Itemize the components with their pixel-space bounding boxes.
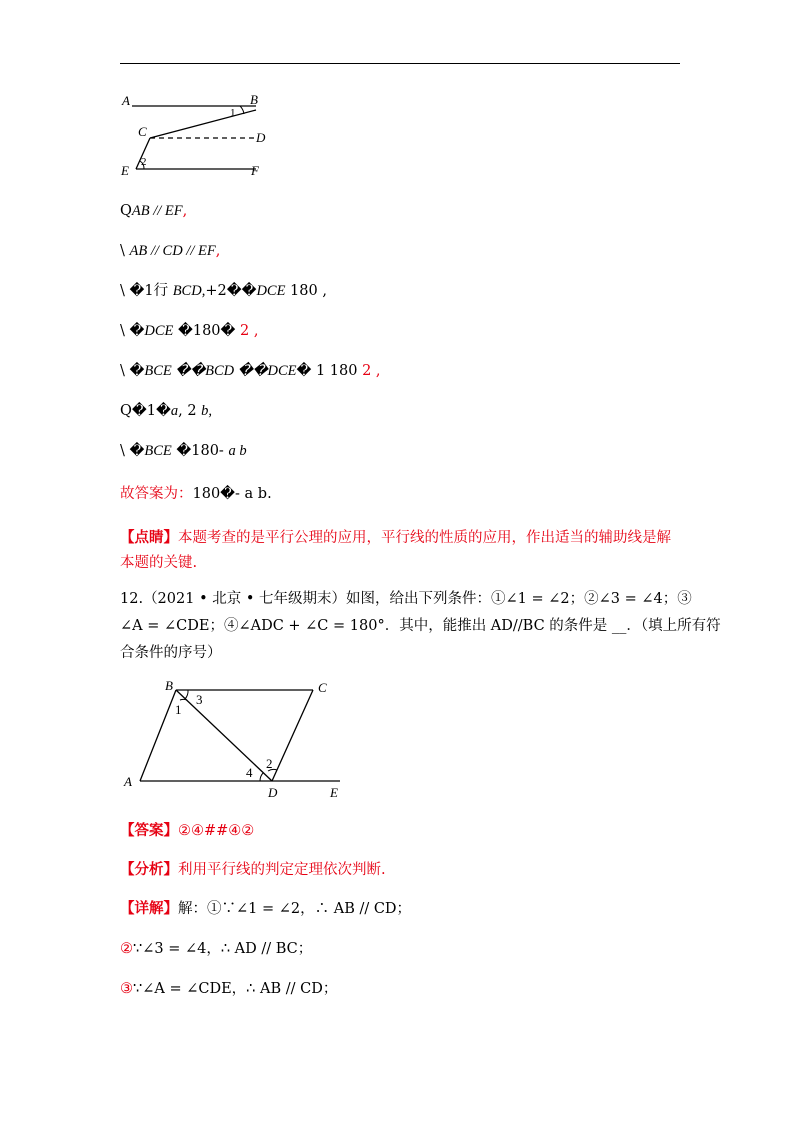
detail-step-2: ∵∠3 = ∠4，∴ AD // BC； xyxy=(133,941,313,957)
question-instruction: 合条件的序号） xyxy=(120,645,222,661)
label-angle-1: 1 xyxy=(175,702,182,717)
solution-line-2 xyxy=(120,241,220,261)
solution-4-tail: 2 , xyxy=(240,323,259,339)
figure-parallelogram-abcd xyxy=(118,678,358,803)
analysis-line xyxy=(120,860,386,880)
detail-step-3: ∵∠A = ∠CDE，∴ AB // CD； xyxy=(133,981,338,997)
label-e: E xyxy=(121,163,129,178)
detail-step-1: 解：①∵∠1 = ∠2，∴ AB // CD； xyxy=(178,901,412,917)
solution-4-prefix: \ � xyxy=(120,323,145,339)
solution-5-prefix: \ � xyxy=(120,363,145,379)
label-b: B xyxy=(250,92,258,107)
detail-line-2 xyxy=(120,939,312,959)
label-c: C xyxy=(318,680,327,695)
analysis-tag: 【分析】 xyxy=(120,861,178,878)
solution-3-middle: +2�� xyxy=(205,283,257,299)
segment-bc xyxy=(150,110,256,138)
label-angle-2: 2 xyxy=(141,156,147,168)
label-angle-4: 4 xyxy=(246,765,253,780)
solution-2-comma: , xyxy=(215,243,221,259)
label-angle-3: 3 xyxy=(196,692,203,707)
answer-line xyxy=(120,821,254,841)
header-rule xyxy=(120,63,680,64)
answer-summary-line xyxy=(120,484,272,504)
figure-parallel-lines-abcdef xyxy=(118,92,278,182)
solution-4-middle: �180� xyxy=(173,323,241,339)
solution-2-prefix: \ xyxy=(120,243,130,259)
label-angle-2: 2 xyxy=(266,756,273,771)
solution-3-math2: DCE xyxy=(256,283,286,299)
angle-1-arc xyxy=(180,699,187,700)
label-d: D xyxy=(256,130,266,145)
detail-step-3-number: ③ xyxy=(120,981,133,997)
solution-line-4 xyxy=(120,321,258,341)
answer-summary-prefix: 故答案为： xyxy=(120,486,193,502)
segment-ab xyxy=(140,690,176,781)
answer-summary-value: 180�- a b. xyxy=(192,486,272,502)
answer-text: ②④##④② xyxy=(178,823,255,839)
solution-7-math: BCE xyxy=(144,443,172,459)
question-12-line-3 xyxy=(120,643,222,663)
detail-step-2-number: ② xyxy=(120,941,133,957)
diagonal-bd xyxy=(176,690,272,781)
solution-5-tail: 2 , xyxy=(357,363,381,379)
angle-4-arc xyxy=(260,773,263,781)
solution-2-math: AB // CD // EF xyxy=(129,243,216,259)
question-12-line-2 xyxy=(120,616,721,636)
solution-6-tail: b, xyxy=(201,403,213,419)
solution-line-7 xyxy=(120,441,247,461)
solution-3-math: BCD, xyxy=(172,283,206,299)
solution-7-tail: a b xyxy=(228,443,247,459)
solution-line-5 xyxy=(120,361,381,381)
label-c: C xyxy=(138,124,147,139)
solution-1-prefix: Q xyxy=(120,203,132,219)
detail-line-3 xyxy=(120,979,337,999)
solution-line-6 xyxy=(120,401,212,421)
solution-6-math: a xyxy=(170,403,179,419)
solution-5-middle: � 1 180 xyxy=(296,363,358,379)
solution-3-prefix: \ �1行 xyxy=(120,283,173,299)
point-tag: 【点睛】 xyxy=(120,529,178,546)
label-f: F xyxy=(251,163,259,178)
solution-6-middle: , 2 xyxy=(178,403,202,419)
solution-line-1 xyxy=(120,201,187,221)
solution-1-comma: , xyxy=(182,203,188,219)
angle-3-arc xyxy=(185,690,188,699)
label-e: E xyxy=(330,785,338,800)
solution-1-math: AB // EF xyxy=(131,203,183,219)
question-conditions: ∠A = ∠CDE；④∠ADC + ∠C = 180°．其中，能推出 AD//BC 的条件是 __．（填上所有符 xyxy=(120,618,721,634)
detail-tag: 【详解】 xyxy=(120,900,178,917)
solution-4-math: DCE xyxy=(144,323,174,339)
segment-cd xyxy=(272,690,313,781)
question-number: 12. xyxy=(120,591,144,607)
point-text: 本题考查的是平行公理的应用，平行线的性质的应用，作出适当的辅助线是解本题的关键. xyxy=(120,530,671,571)
label-a: A xyxy=(122,93,130,108)
analysis-text: 利用平行线的判定定理依次判断. xyxy=(178,862,386,878)
answer-tag: 【答案】 xyxy=(120,822,178,839)
question-12-line-1 xyxy=(120,589,692,609)
label-b: B xyxy=(165,678,173,693)
label-angle-1: 1 xyxy=(230,107,236,119)
detail-line-1 xyxy=(120,899,411,919)
label-d: D xyxy=(268,785,278,800)
solution-3-tail: 180 , xyxy=(285,283,327,299)
solution-7-prefix: \ � xyxy=(120,443,145,459)
solution-5-math: BCE ��BCD ��DCE xyxy=(144,363,297,379)
solution-line-3 xyxy=(120,281,327,301)
label-a: A xyxy=(124,774,132,789)
solution-6-prefix: Q�1� xyxy=(120,403,171,419)
question-source: （2021 • 北京 • 七年级期末）如图，给出下列条件：①∠1 = ∠2；②∠3 = ∠4；③ xyxy=(143,591,692,607)
angle-1-arc xyxy=(240,106,244,114)
point-paragraph xyxy=(120,525,680,576)
solution-7-middle: �180- xyxy=(171,443,229,459)
